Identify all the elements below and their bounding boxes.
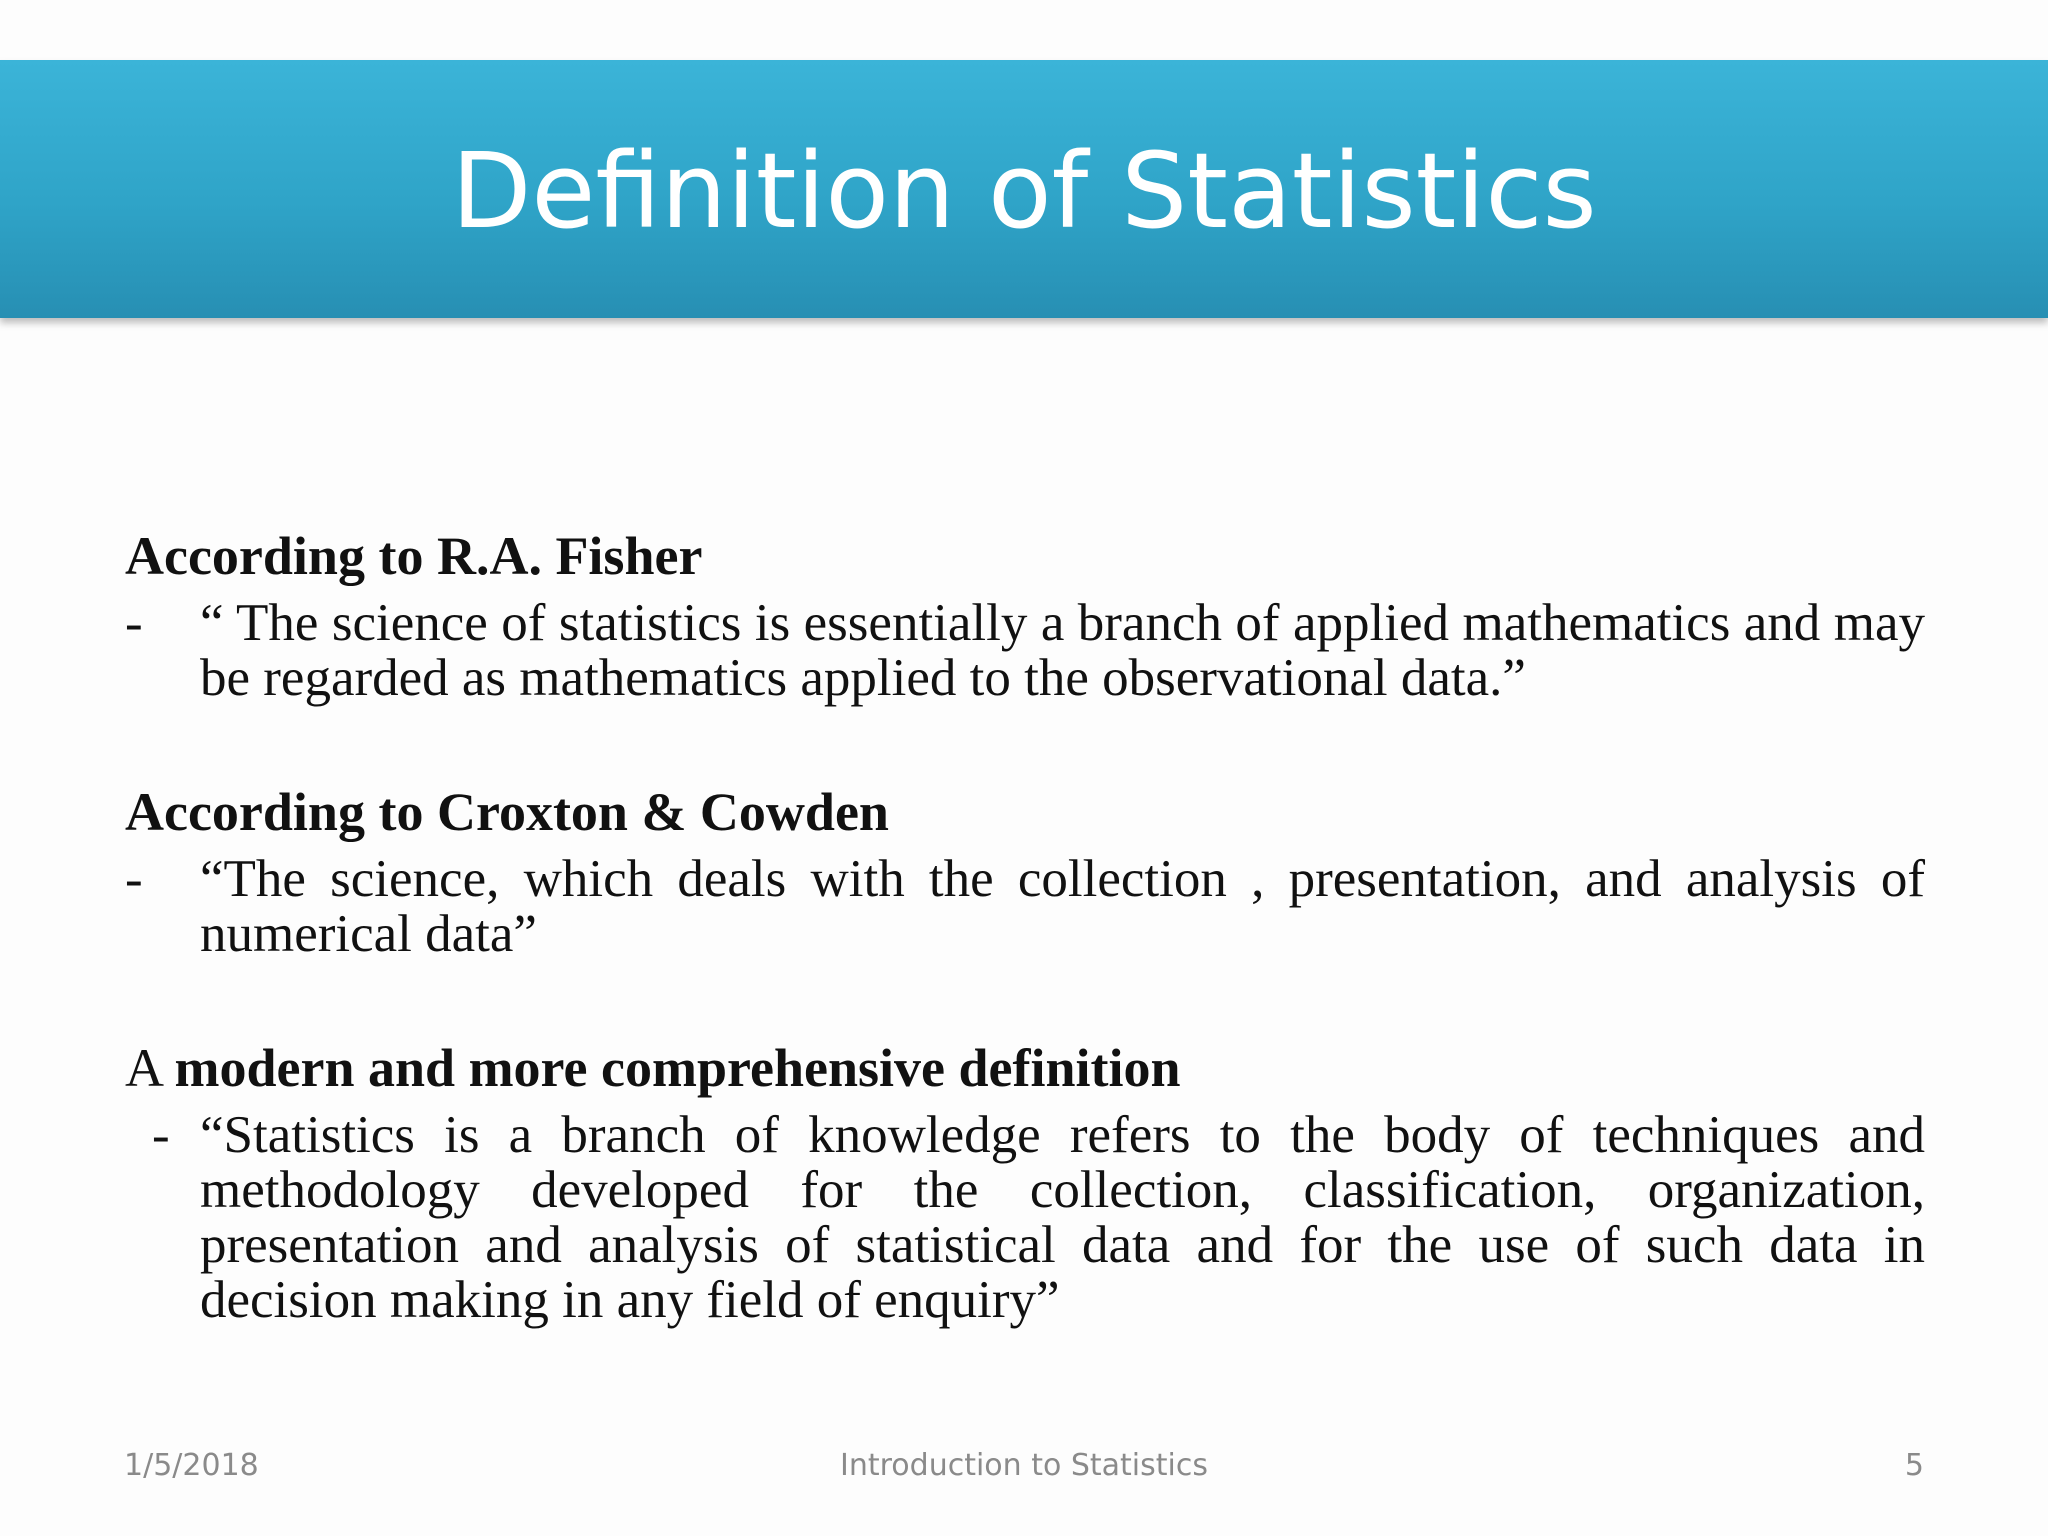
section-heading-modern-bold: modern and more comprehensive definition bbox=[174, 1038, 1181, 1098]
bullet-dash: - bbox=[152, 1106, 170, 1164]
bullet-dash: - bbox=[125, 594, 143, 652]
definition-item-croxton-cowden bbox=[125, 852, 1925, 962]
definition-fisher bbox=[125, 520, 1925, 706]
section-heading-croxton-cowden: According to Croxton & Cowden bbox=[125, 782, 889, 842]
definition-item-fisher bbox=[125, 596, 1925, 706]
slide-title: Definition of Statistics bbox=[451, 130, 1597, 252]
footer-date: 1/5/2018 bbox=[124, 1448, 259, 1483]
bullet-dash: - bbox=[125, 850, 143, 908]
definition-text-modern: “Statistics is a branch of knowledge refers to the body of techniques and methodology developed for the collection, classification, organization, presentation and analysis of statistical data and for the use of such data in decision making in any field of enquiry” bbox=[200, 1106, 1925, 1329]
definition-text-fisher: “ The science of statistics is essentially a branch of applied mathematics and may be regarded as mathematics applied to the observational data.” bbox=[200, 594, 1925, 707]
definition-item-modern bbox=[125, 1108, 1925, 1328]
footer-course-title: Introduction to Statistics bbox=[840, 1448, 1208, 1483]
definition-modern bbox=[125, 1032, 1925, 1328]
section-heading-prefix: A bbox=[125, 1038, 175, 1098]
slide-content bbox=[125, 520, 1925, 1398]
definition-text-croxton-cowden: “The science, which deals with the collection , presentation, and analysis of numerical data” bbox=[200, 850, 1925, 963]
section-heading-fisher: According to R.A. Fisher bbox=[125, 526, 703, 586]
section-heading-modern bbox=[125, 1032, 1925, 1104]
footer-page-number: 5 bbox=[1904, 1448, 1924, 1483]
definition-croxton-cowden bbox=[125, 776, 1925, 962]
